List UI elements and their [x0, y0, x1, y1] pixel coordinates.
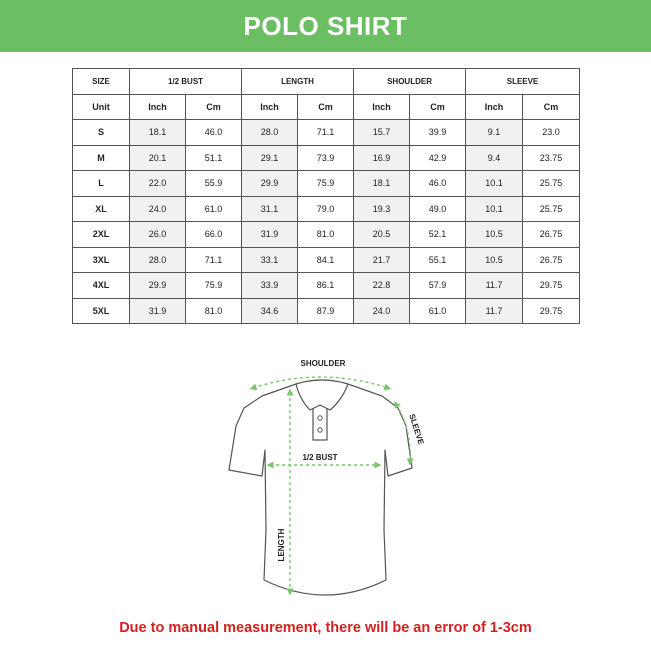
value-cell: 29.9 [242, 171, 298, 197]
value-cell: 75.9 [298, 171, 354, 197]
value-cell: 31.9 [242, 222, 298, 248]
value-cell: 84.1 [298, 247, 354, 273]
value-cell: 29.75 [523, 273, 580, 299]
value-cell: 29.9 [130, 273, 186, 299]
value-cell: 46.0 [410, 171, 466, 197]
unit-cell: Cm [298, 94, 354, 120]
unit-cell: Inch [242, 94, 298, 120]
value-cell: 61.0 [186, 196, 242, 222]
value-cell: 66.0 [186, 222, 242, 248]
value-cell: 22.0 [130, 171, 186, 197]
unit-cell: Cm [186, 94, 242, 120]
header-cell-sleeve: SLEEVE [466, 69, 580, 95]
value-cell: 18.1 [130, 120, 186, 146]
shoulder-label: SHOULDER [300, 359, 346, 368]
value-cell: 24.0 [130, 196, 186, 222]
size-cell: 5XL [73, 298, 130, 324]
header-cell-shoulder: SHOULDER [354, 69, 466, 95]
value-cell: 87.9 [298, 298, 354, 324]
value-cell: 23.0 [523, 120, 580, 146]
polo-shirt-outline-icon [229, 380, 412, 595]
value-cell: 10.5 [466, 222, 523, 248]
unit-cell: Inch [466, 94, 523, 120]
length-label: LENGTH [277, 528, 286, 562]
value-cell: 26.75 [523, 222, 580, 248]
size-cell: 4XL [73, 273, 130, 299]
value-cell: 26.75 [523, 247, 580, 273]
value-cell: 79.0 [298, 196, 354, 222]
sleeve-measure-line [396, 404, 410, 462]
value-cell: 49.0 [410, 196, 466, 222]
value-cell: 26.0 [130, 222, 186, 248]
size-cell: 3XL [73, 247, 130, 273]
value-cell: 61.0 [410, 298, 466, 324]
value-cell: 34.6 [242, 298, 298, 324]
value-cell: 9.4 [466, 145, 523, 171]
value-cell: 52.1 [410, 222, 466, 248]
button-icon [318, 428, 322, 432]
value-cell: 86.1 [298, 273, 354, 299]
value-cell: 19.3 [354, 196, 410, 222]
value-cell: 10.1 [466, 196, 523, 222]
size-cell: 2XL [73, 222, 130, 248]
size-cell: L [73, 171, 130, 197]
size-cell: M [73, 145, 130, 171]
header-cell-size: SIZE [73, 69, 130, 95]
value-cell: 29.1 [242, 145, 298, 171]
unit-cell: Inch [354, 94, 410, 120]
value-cell: 10.1 [466, 171, 523, 197]
value-cell: 25.75 [523, 171, 580, 197]
value-cell: 9.1 [466, 120, 523, 146]
value-cell: 29.75 [523, 298, 580, 324]
unit-cell: Cm [523, 94, 580, 120]
measurement-error-note: Due to manual measurement, there will be an error of 1-3cm [119, 620, 532, 636]
value-cell: 33.9 [242, 273, 298, 299]
value-cell: 20.1 [130, 145, 186, 171]
value-cell: 42.9 [410, 145, 466, 171]
value-cell: 22.8 [354, 273, 410, 299]
size-cell: S [73, 120, 130, 146]
value-cell: 51.1 [186, 145, 242, 171]
value-cell: 20.5 [354, 222, 410, 248]
value-cell: 10.5 [466, 247, 523, 273]
value-cell: 11.7 [466, 273, 523, 299]
value-cell: 57.9 [410, 273, 466, 299]
sleeve-label: SLEEVE [407, 412, 426, 446]
unit-cell: Unit [73, 94, 130, 120]
value-cell: 11.7 [466, 298, 523, 324]
value-cell: 39.9 [410, 120, 466, 146]
value-cell: 18.1 [354, 171, 410, 197]
value-cell: 75.9 [186, 273, 242, 299]
value-cell: 23.75 [523, 145, 580, 171]
header-cell-length: LENGTH [242, 69, 354, 95]
value-cell: 46.0 [186, 120, 242, 146]
value-cell: 25.75 [523, 196, 580, 222]
button-icon [318, 416, 322, 420]
value-cell: 31.9 [130, 298, 186, 324]
value-cell: 71.1 [298, 120, 354, 146]
value-cell: 73.9 [298, 145, 354, 171]
value-cell: 31.1 [242, 196, 298, 222]
value-cell: 81.0 [298, 222, 354, 248]
unit-cell: Cm [410, 94, 466, 120]
header-cell-bust: 1/2 BUST [130, 69, 242, 95]
unit-cell: Inch [130, 94, 186, 120]
value-cell: 28.0 [130, 247, 186, 273]
shoulder-measure-line [253, 377, 388, 388]
bust-label: 1/2 BUST [302, 453, 338, 462]
value-cell: 33.1 [242, 247, 298, 273]
value-cell: 81.0 [186, 298, 242, 324]
value-cell: 24.0 [354, 298, 410, 324]
page-title: POLO SHIRT [243, 10, 408, 41]
value-cell: 15.7 [354, 120, 410, 146]
value-cell: 28.0 [242, 120, 298, 146]
value-cell: 16.9 [354, 145, 410, 171]
value-cell: 55.1 [410, 247, 466, 273]
value-cell: 21.7 [354, 247, 410, 273]
value-cell: 71.1 [186, 247, 242, 273]
value-cell: 55.9 [186, 171, 242, 197]
size-cell: XL [73, 196, 130, 222]
